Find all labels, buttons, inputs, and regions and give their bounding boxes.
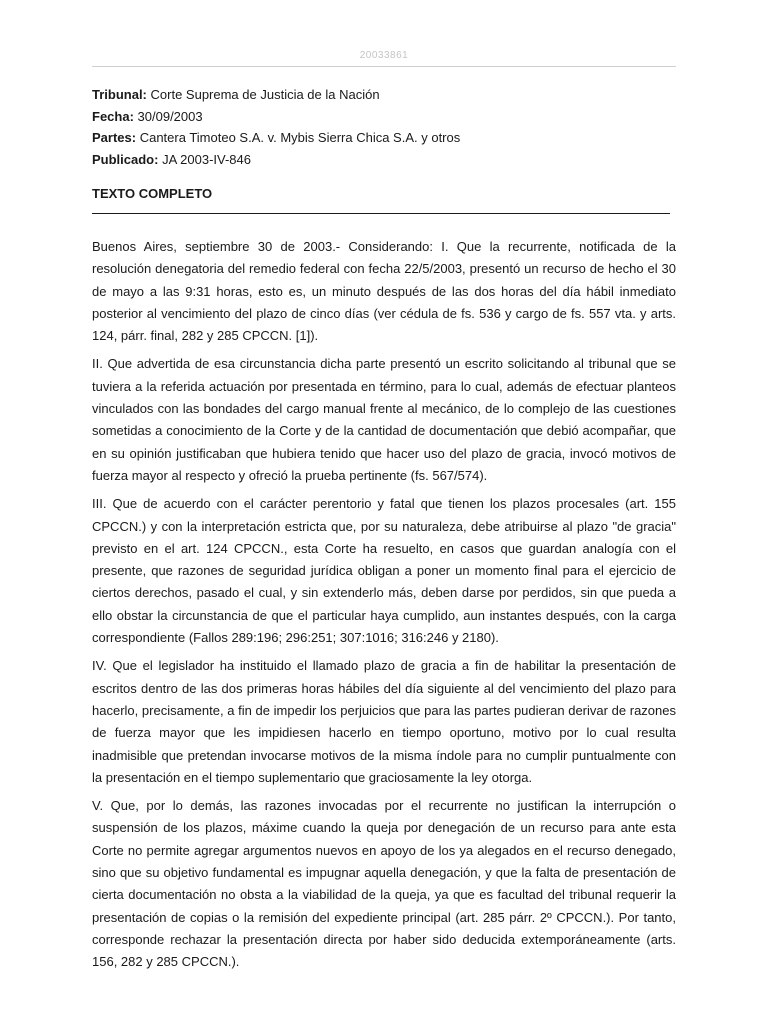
- document-body: [92, 236, 676, 980]
- case-metadata: [92, 84, 676, 170]
- paragraph-1: Buenos Aires, septiembre 30 de 2003.- Considerando: I. Que la recurrente, notificada de la resolución denegatoria del remedio federal con fecha 22/5/2003, presentó un recurso de hecho el 30 de mayo a las 9:31 horas, esto es, un minuto después de las dos horas del día hábil inmediato posterior al vencimiento del plazo de cinco días (ver cédula de fs. 536 y cargo de fs. 557 vta. y arts. 124, párr. final, 282 y 285 CPCCN. [1]).: [92, 239, 676, 344]
- meta-publicado: [92, 149, 676, 171]
- paragraph-2: II. Que advertida de esa circunstancia dicha parte presentó un escrito solicitando al tribunal que se tuviera a la referida actuación por presentada en término, para lo cual, además de efectuar planteos vinculados con las bondades del cargo manual frente al mecánico, de lo complejo de las cuestiones sometidas a conocimiento de la Corte y de la cantidad de documentación que debió acompañar, que en su opinión justificaban que hubiera tenido que hacer uso del plazo de gracia, invocó motivos de fuerza mayor al respecto y ofreció la prueba pertinente (fs. 567/574).: [92, 356, 676, 483]
- meta-label: Fecha:: [92, 108, 134, 124]
- paragraph-5: V. Que, por lo demás, las razones invocadas por el recurrente no justifican la interrupción o suspensión de los plazos, máxime cuando la queja por denegación de un recurso para ante esta Corte no permite agregar argumentos nuevos en apoyo de los ya alegados en el recurso denegado, sino que su objetivo fundamental es impugnar aquella denegación, y que la falta de presentación de cierta documentación no obsta a la viabilidad de la queja, ya que es facultad del tribunal requerir la presentación de copias o la remisión del expediente principal (art. 285 párr. 2º CPCCN.). Por tanto, corresponde rechazar la presentación directa por haber sido deducida extemporáneamente (arts. 156, 282 y 285 CPCCN.).: [92, 798, 676, 970]
- section-title: TEXTO COMPLETO: [92, 186, 213, 201]
- meta-partes: [92, 127, 676, 149]
- header-divider: [92, 66, 676, 67]
- meta-label: Tribunal:: [92, 87, 147, 102]
- paragraph-4: IV. Que el legislador ha instituido el llamado plazo de gracia a fin de habilitar la presentación de escritos dentro de las dos primeras horas hábiles del día siguiente al del vencimiento del plazo para hacerlo, precisamente, a fin de impedir los perjuicios que para las partes pudieran derivar de razones de fuerza mayor que les impidiesen hacerlo en tiempo oportuno, motivo por lo cual resulta inadmisible que pretendan invocarse motivos de la misma índole para no cumplir puntualmente con la presentación en el tiempo suplementario que graciosamente la ley otorga.: [92, 658, 676, 785]
- meta-value: 30/09/2003: [137, 108, 203, 124]
- section-divider: [92, 213, 670, 214]
- meta-tribunal: [92, 84, 676, 106]
- meta-label: Partes:: [92, 130, 137, 145]
- meta-value: Cantera Timoteo S.A. v. Mybis Sierra Chica S.A. y otros: [139, 130, 461, 145]
- meta-value: JA 2003-IV-846: [162, 151, 251, 167]
- paragraph-3: III. Que de acuerdo con el carácter perentorio y fatal que tienen los plazos procesales (art. 155 CPCCN.) y con la interpretación estricta que, por su naturaleza, debe atribuirse al plazo "de gracia" previsto en el art. 124 CPCCN., esta Corte ha resuelto, en casos que guardan analogía con el presente, que razones de seguridad jurídica obligan a poner un momento final para el ejercicio de ciertos derechos, pasado el cual, y sin extenderlo más, deben darse por perdidos, sin que pueda a ello obstar la circunstancia de que el particular haya cumplido, aun instantes después, con la carga correspondiente (Fallos 289:196; 296:251; 307:1016; 316:246 y 2180).: [92, 496, 676, 646]
- meta-fecha: [92, 106, 676, 128]
- meta-label: Publicado:: [92, 151, 159, 167]
- meta-value: Corte Suprema de Justicia de la Nación: [150, 87, 380, 102]
- document-id: 20033861: [359, 50, 409, 61]
